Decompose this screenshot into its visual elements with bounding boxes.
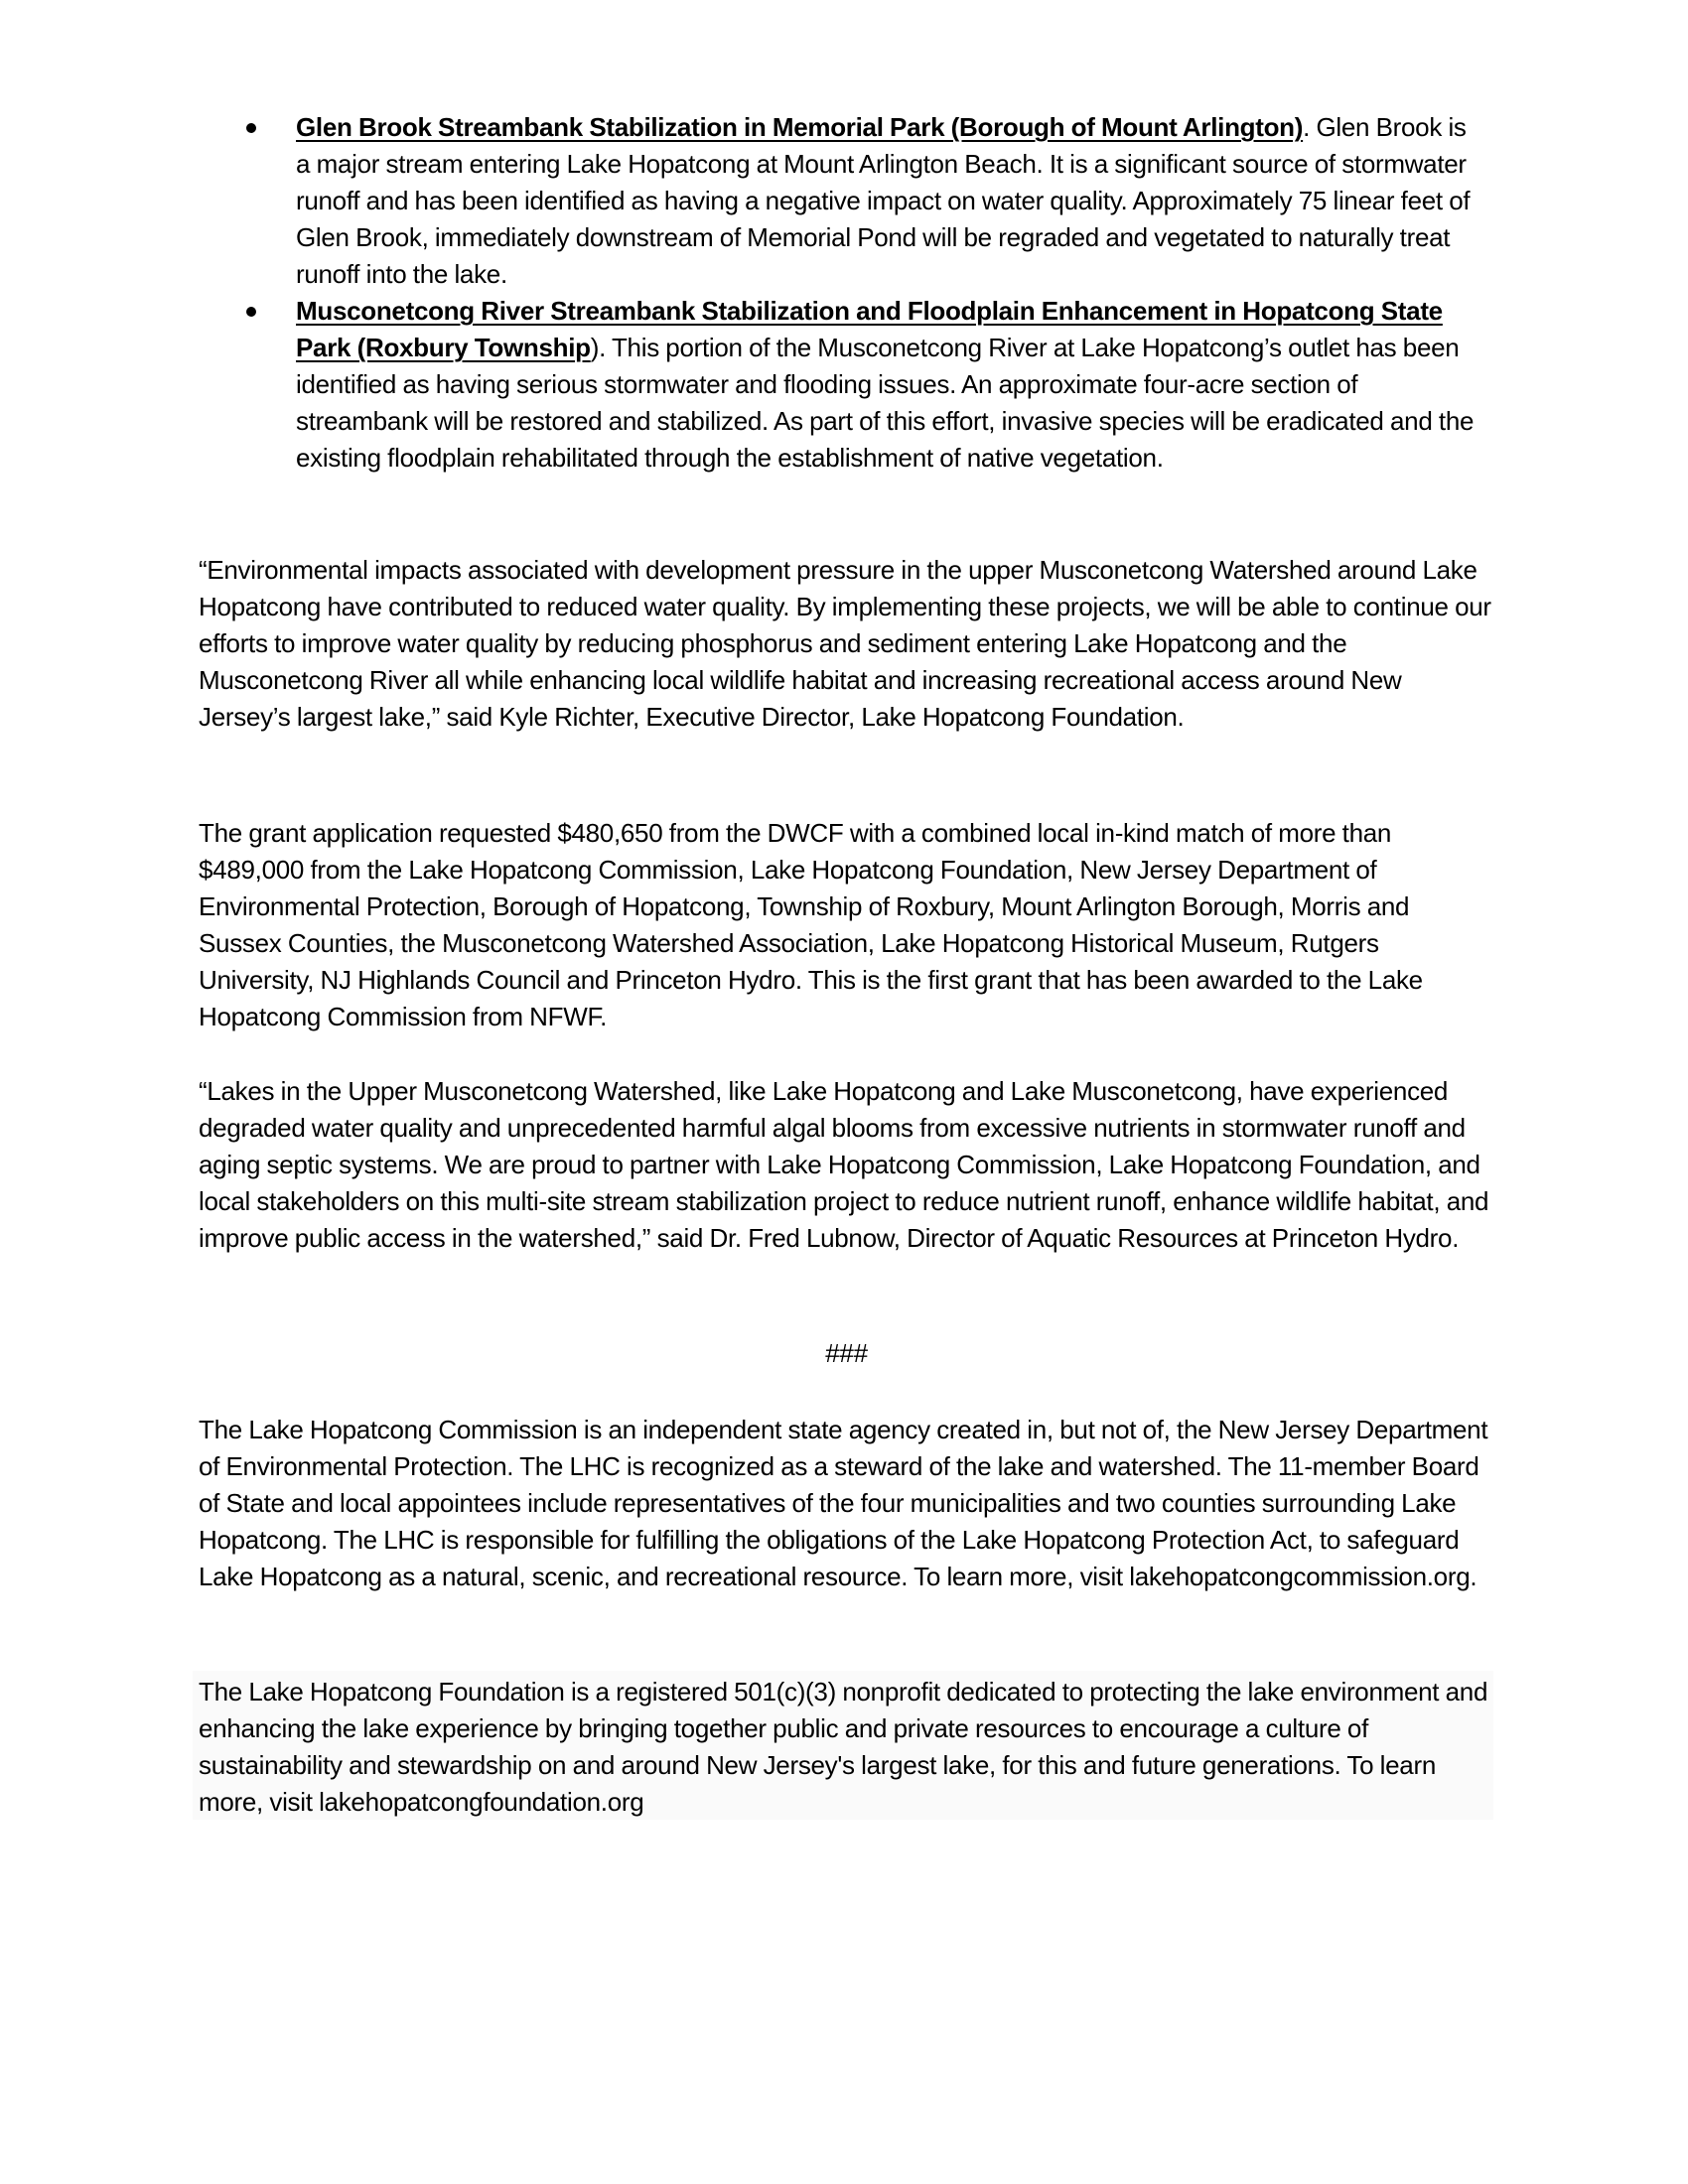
bullet-title: Musconetcong River Streambank Stabilization and Floodplain Enhancement in Hopatcong State Park (Roxbury Township bbox=[296, 296, 1443, 362]
bullet-body: . Glen Brook is a major stream entering Lake Hopatcong at Mount Arlington Beach. It is a significant source of stormwater runoff and has been identified as having a negative impact on water quality. Approximately 75 linear feet of Glen Brook, immediately downstream of Memorial Pond will be regraded and vegetated to naturally treat runoff into the lake. bbox=[296, 112, 1471, 289]
bullet-icon bbox=[246, 123, 256, 133]
bullet-icon bbox=[246, 307, 256, 317]
quote-fred-lubnow: “Lakes in the Upper Musconetcong Watershed, like Lake Hopatcong and Lake Musconetcong, have experienced degraded water quality and unprecedented harmful algal blooms from excessive nutrients in stormwater runoff and aging septic systems. We are proud to partner with Lake Hopatcong Commission, Lake Hopatcong Foundation, and local stakeholders on this multi-site stream stabilization project to reduce nutrient runoff, enhance wildlife habitat, and improve public access in the watershed,” said Dr. Fred Lubnow, Director of Aquatic Resources at Princeton Hydro. bbox=[199, 1076, 1489, 1253]
quote-kyle-richter: “Environmental impacts associated with development pressure in the upper Musconetcong Watershed around Lake Hopatcong have contributed to reduced water quality. By implementing these projects, we will be able to continue our efforts to improve water quality by reducing phosphorus and sediment entering Lake Hopatcong and the Musconetcong River all while enhancing local wildlife habitat and increasing recreational access around New Jersey’s largest lake,” said Kyle Richter, Executive Director, Lake Hopatcong Foundation. bbox=[199, 555, 1491, 732]
bullet-title: Glen Brook Streambank Stabilization in Memorial Park (Borough of Mount Arlington) bbox=[296, 112, 1304, 142]
grant-paragraph: The grant application requested $480,650 from the DWCF with a combined local in-kind match of more than $489,000 from the Lake Hopatcong Commission, Lake Hopatcong Foundation, New Jersey Department of Environmental Protection, Borough of Hopatcong, Township of Roxbury, Mount Arlington Borough, Morris and Sussex Counties, the Musconetcong Watershed Association, Lake Hopatcong Historical Museum, Rutgers University, NJ Highlands Council and Princeton Hydro. This is the first grant that has been awarded to the Lake Hopatcong Commission from NFWF. bbox=[199, 818, 1423, 1031]
project-bullet-list bbox=[242, 109, 1483, 477]
bullet-body: ). This portion of the Musconetcong River at Lake Hopatcong’s outlet has been identified as having serious stormwater and flooding issues. An approximate four-acre section of streambank will be restored and stabilized. As part of this effort, invasive species will be eradicated and the existing floodplain rehabilitated through the establishment of native vegetation. bbox=[296, 333, 1475, 473]
section-separator: ### bbox=[825, 1338, 868, 1368]
bullet-item-musconetcong bbox=[242, 293, 1483, 477]
bullet-item-glen-brook bbox=[242, 109, 1483, 293]
about-lake-hopatcong-foundation: The Lake Hopatcong Foundation is a registered 501(c)(3) nonprofit dedicated to protecting the lake environment and enhancing the lake experience by bringing together public and private resources to encourage a culture of sustainability and stewardship on and around New Jersey's largest lake, for this and future generations. To learn more, visit lakehopatcongfoundation.org bbox=[199, 1677, 1488, 1817]
about-lake-hopatcong-commission: The Lake Hopatcong Commission is an independent state agency created in, but not of, the New Jersey Department of Environmental Protection. The LHC is recognized as a steward of the lake and watershed. The 11-member Board of State and local appointees include representatives of the four municipalities and two counties surrounding Lake Hopatcong. The LHC is responsible for fulfilling the obligations of the Lake Hopatcong Protection Act, to safeguard Lake Hopatcong as a natural, scenic, and recreational resource. To learn more, visit lakehopatcongcommission.org. bbox=[199, 1415, 1488, 1591]
